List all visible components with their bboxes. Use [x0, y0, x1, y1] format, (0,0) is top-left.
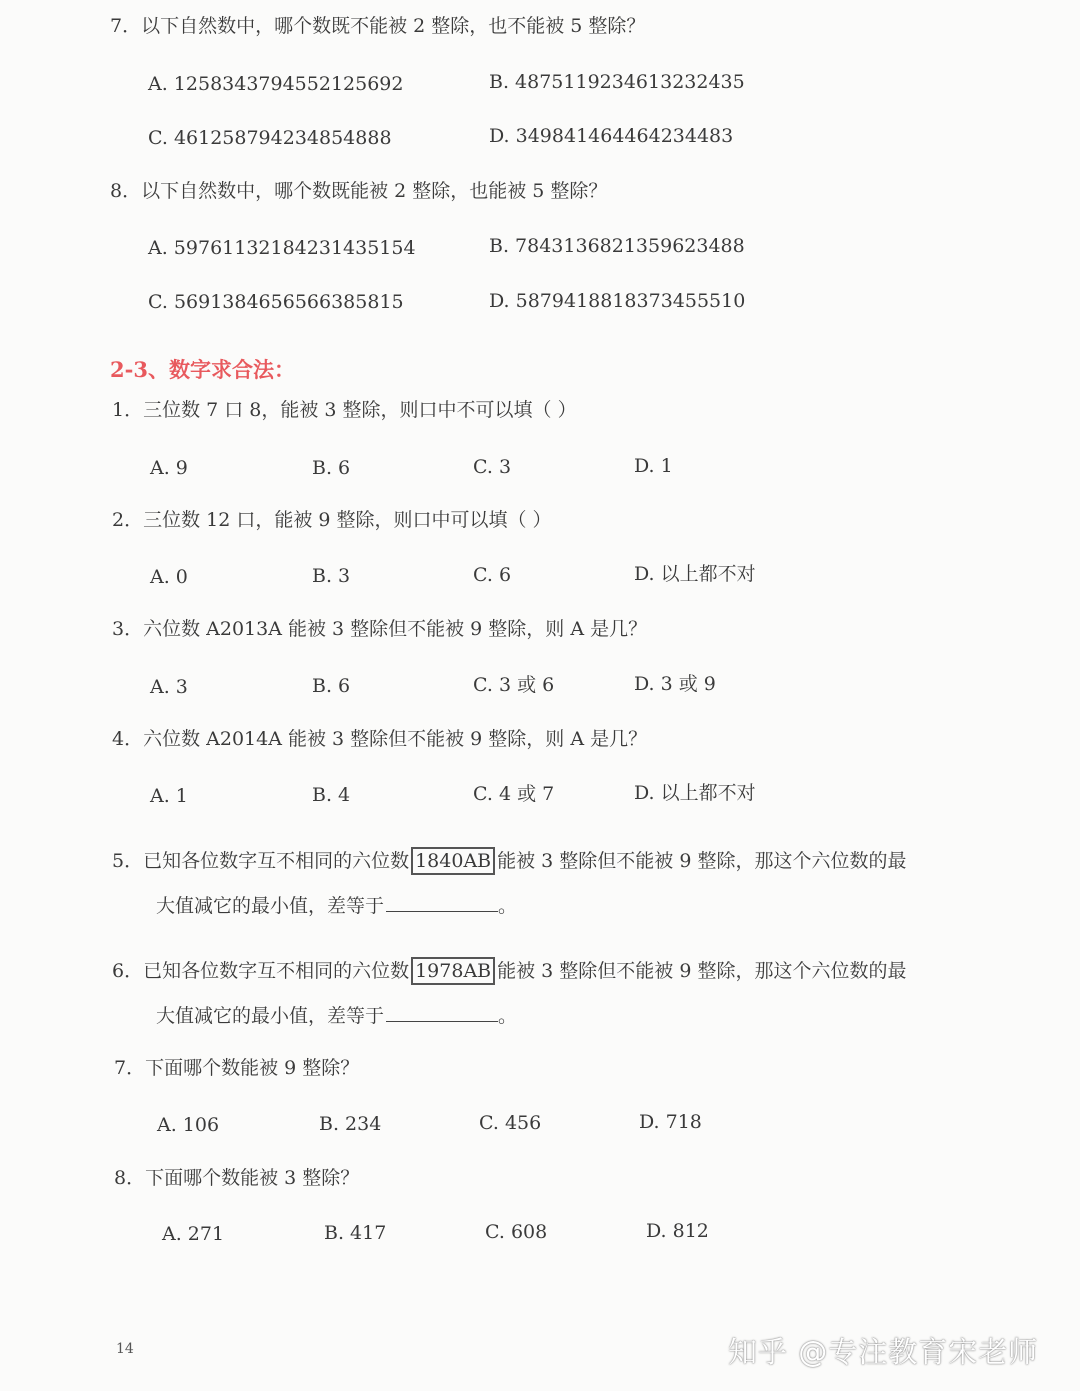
q7-option-d: D. 349841464464234483: [489, 125, 734, 147]
q2-option-b: B. 3: [312, 565, 351, 587]
q8b-option-d: D. 812: [646, 1220, 709, 1242]
q2-option-d: D. 以上都不对: [634, 563, 756, 585]
question-8: 8．下面哪个数能被 3 整除？: [114, 1167, 360, 1189]
question-8-part1: 8．以下自然数中，哪个数既能被 2 整除，也能被 5 整除？: [110, 180, 608, 202]
q4-option-c: C. 4 或 7: [473, 783, 555, 805]
q8-option-c: C. 5691384656566385815: [148, 291, 404, 313]
q1-option-c: C. 3: [473, 456, 512, 478]
q7-option-a: A. 1258343794552125692: [148, 73, 404, 95]
question-2: 2．三位数 12 口，能被 9 整除，则口中可以填（ ）: [112, 509, 552, 531]
q6-text-pre: 6．已知各位数字互不相同的六位数: [112, 960, 410, 982]
q5-text-post: 能被 3 整除但不能被 9 整除，那这个六位数的最: [497, 850, 907, 872]
q8b-option-c: C. 608: [485, 1221, 548, 1243]
q3-option-a: A. 3: [150, 676, 188, 698]
q5-period: 。: [498, 895, 518, 917]
q1-option-a: A. 9: [150, 457, 188, 479]
q4-option-d: D. 以上都不对: [634, 782, 756, 804]
q5-boxed-number: 1840AB: [411, 847, 495, 875]
q8b-option-a: A. 271: [162, 1223, 225, 1245]
q4-option-b: B. 4: [312, 784, 351, 806]
q5-text-pre: 5．已知各位数字互不相同的六位数: [112, 850, 410, 872]
question-7-part1: 7．以下自然数中，哪个数既不能被 2 整除，也不能被 5 整除？: [110, 15, 646, 37]
q8-option-a: A. 5976113218423143515​4: [148, 237, 416, 259]
q8b-option-b: B. 417: [324, 1222, 387, 1244]
question-5-line2: [156, 891, 517, 918]
question-4: 4．六位数 A2014A 能被 3 整除但不能被 9 整除，则 A 是几？: [112, 728, 648, 750]
q7b-option-d: D. 718: [639, 1111, 702, 1133]
q8-option-b: B. 7843136821359623488: [489, 235, 745, 257]
q1-option-b: B. 6: [312, 457, 351, 479]
q3-option-b: B. 6: [312, 675, 351, 697]
q6-line2-text: 大值减它的最小值，差等于: [156, 1005, 385, 1027]
q3-option-d: D. 3 或 9: [634, 673, 716, 695]
q7-option-c: C. 461258794234854888: [148, 127, 392, 149]
q7b-option-b: B. 234: [319, 1113, 382, 1135]
q7b-option-a: A. 106: [157, 1114, 220, 1136]
q2-option-a: A. 0: [150, 566, 188, 588]
q6-text-post: 能被 3 整除但不能被 9 整除，那这个六位数的最: [497, 960, 907, 982]
question-3: 3．六位数 A2013A 能被 3 整除但不能被 9 整除，则 A 是几？: [112, 618, 648, 640]
q3-option-c: C. 3 或 6: [473, 674, 555, 696]
page-number: 14: [116, 1341, 134, 1357]
q8-option-d: D. 5879418818373455510: [489, 290, 746, 312]
q2-option-c: C. 6: [473, 564, 512, 586]
q4-option-a: A. 1: [150, 785, 188, 807]
question-7: 7．下面哪个数能被 9 整除？: [114, 1057, 360, 1079]
watermark: 知乎 @专注教育宋老师: [728, 1335, 1039, 1369]
q7b-option-c: C. 456: [479, 1112, 542, 1134]
q6-answer-blank[interactable]: [386, 1001, 498, 1022]
question-6-line2: [156, 1001, 517, 1028]
q5-line2-text: 大值减它的最小值，差等于: [156, 895, 385, 917]
section-heading: 2-3、数字求合法：: [110, 357, 295, 382]
q1-option-d: D. 1: [634, 455, 673, 477]
q7-option-b: B. 4875119234613232435: [489, 71, 745, 93]
question-6-line1: [112, 957, 906, 985]
q5-answer-blank[interactable]: [386, 891, 498, 912]
question-5-line1: [112, 847, 906, 875]
q6-boxed-number: 1978AB: [411, 957, 495, 985]
question-1: 1．三位数 7 口 8，能被 3 整除，则口中不可以填（ ）: [112, 399, 577, 421]
q6-period: 。: [498, 1005, 518, 1027]
